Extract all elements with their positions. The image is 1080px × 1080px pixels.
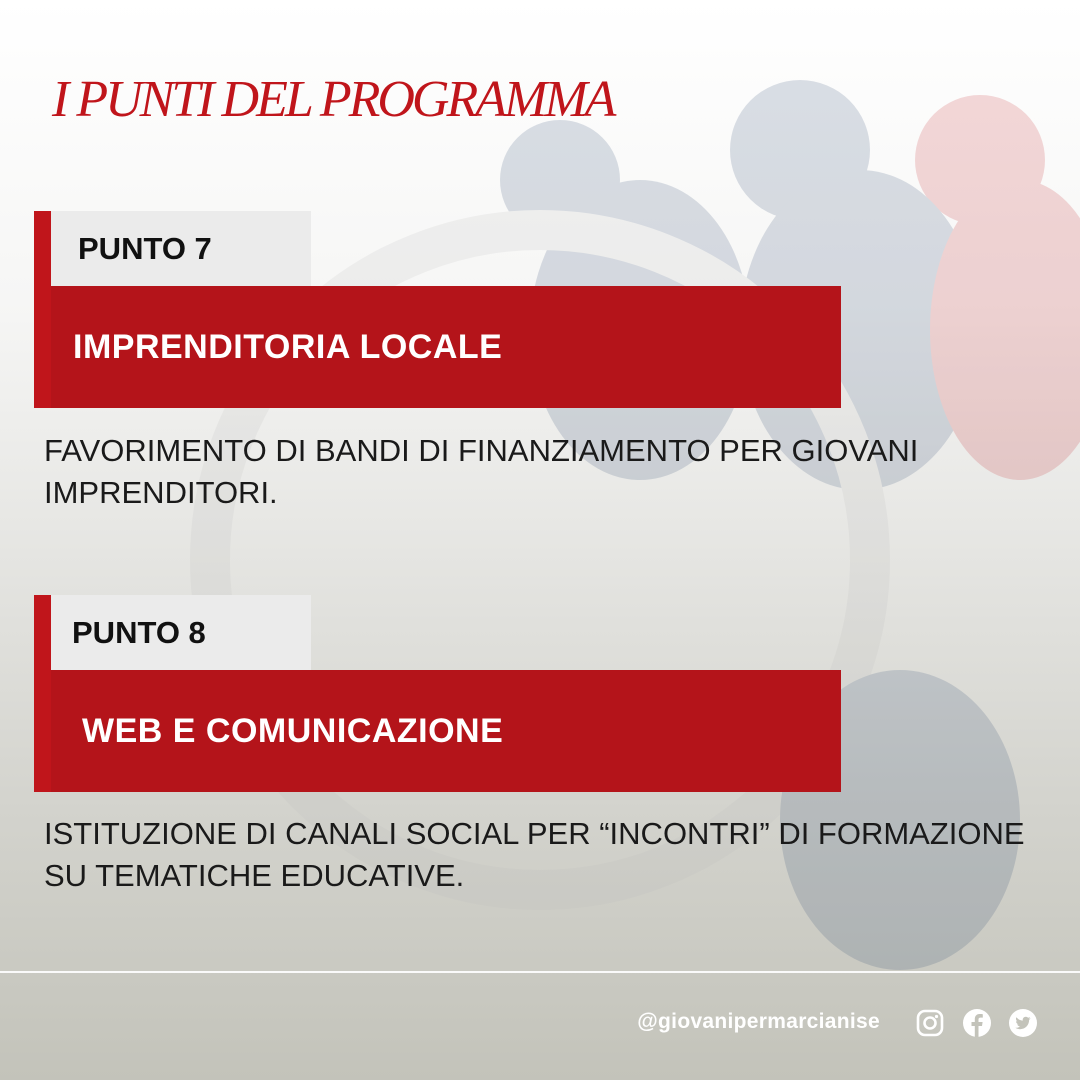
facebook-icon[interactable] [962, 1008, 992, 1038]
social-handle[interactable]: @giovanipermarcianise [637, 1010, 880, 1033]
point-description: FAVORIMENTO DI BANDI DI FINANZIAMENTO PER GIOVANI IMPRENDITORI. [44, 433, 919, 510]
instagram-icon[interactable] [915, 1008, 945, 1038]
point-description: ISTITUZIONE DI CANALI SOCIAL PER “INCONTRI” DI FORMAZIONE SU TEMATICHE EDUCATIVE. [44, 816, 1025, 893]
point-label: PUNTO 7 [51, 211, 311, 286]
point-label: PUNTO 8 [51, 595, 311, 670]
accent-stripe [34, 595, 51, 792]
accent-stripe [34, 211, 51, 408]
page-title: I PUNTI DEL PROGRAMMA [52, 71, 614, 128]
footer-divider [0, 971, 1080, 973]
point-heading: WEB E COMUNICAZIONE [51, 670, 841, 792]
point-heading: IMPRENDITORIA LOCALE [51, 286, 841, 408]
twitter-icon[interactable] [1008, 1008, 1038, 1038]
